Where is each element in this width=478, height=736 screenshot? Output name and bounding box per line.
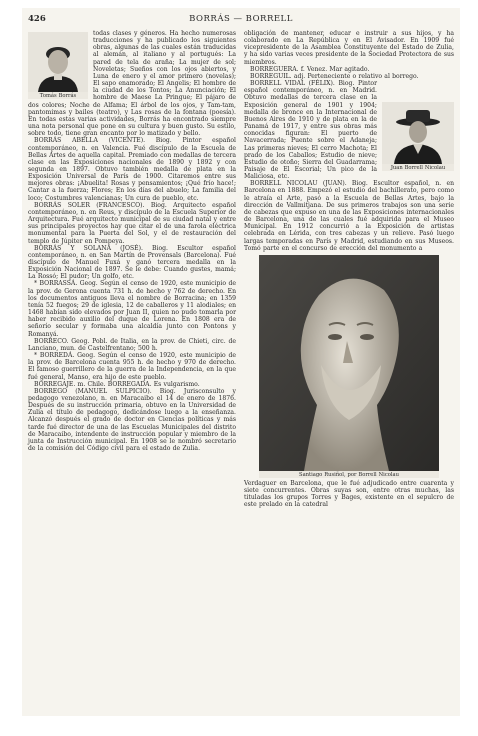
entry-borreguil: BORREGUIL. adj. Perteneciente o relativo al borrego. — [250, 72, 419, 80]
entry-borrego-continued: obligación de mantener, educar e instruir a sus hijos, y ha colaborado en La República y en El Avisador. En 1909 fué vicepresidente de la Asamblea Constituyente del Estado de Zulia, y ha sido varias veces presidente de la Sociedad Protectora de sus miembros. — [244, 30, 454, 66]
entry-borrego: BORREGO (MANUEL SULPICIO). Biog. Jurisconsulto y pedagogo venezolano, n. en Maracaibo el 14 de enero de 1876. Después de su instrucción primaria, obtuvo en la Universidad de Zulia el título de pedagogo, dedicándose luego a la enseñanza. Alcanzó después el grado de doctor en Ciencias políticas y más tarde fué director de una de las Escuelas Municipales del distrito de Maracaibo, intendente de instrucción popular y miembro de la junta de Instrucción municipal. En 1908 se le nombró secretario de la comisión del Código civil para el estado de Zulia. — [28, 387, 236, 453]
portrait-photo-icon — [28, 32, 88, 92]
running-head: BORRÁS — BORRELL — [189, 14, 293, 24]
right-column — [244, 30, 454, 508]
page-number: 426 — [28, 14, 46, 24]
right-portrait-caption: Juan Borrell Nicolau — [390, 165, 446, 172]
entry-borreguera: BORREGUERA. f. Venez. Mar agitado. — [250, 65, 370, 73]
entry-borras-soler: BORRÁS SOLER (FRANCESCO). Biog. Arquitecto español contemporáneo, n. en Reus, y discípulo de la Escuela Superior de Arquitectura. Fué arquitecto municipal de su ciudad natal y entre sus principales proyectos hay que citar el de una farola eléctrica monumental para la Puerta del Sol, y el de restauración del templo de Júpiter en Pompeya. — [28, 201, 236, 245]
entry-borregaje: BORREGAJE. m. Chile. BORREGADA. Es vulgarismo. — [34, 380, 200, 388]
portrait-photo-hat-icon — [382, 102, 454, 164]
entry-borras-continued: todas clases y géneros. Ha hecho numerosas traducciones y ha publicado los siguientes obras, algunas de las cuales están traducidas al alemán, al italiano y al portugués: La pared de tela de araña; La mujer de sol; Noveletas; Sueños con los ojos abiertos, y Luna de enero y el amor primero (novelas); El sapo enamorado; El Angelis; El hombre de la ciudad de los Tontos; La Anunciación; El hombre de Maese La Pringue; El pájaro de dos colores; Noche de Alfama; El árbol de los ojos, y Tam-tam, pantomimas y bailes (teatro), y Las rosas de la fontana (poesía). En todas estas varias actividades, Borrás ha encontrado siempre una nota personal que pone en su cultura y buen gusto. Su estilo, sobre todo, tiene gran encanto por lo matizado y bello. — [28, 30, 236, 138]
dictionary-page — [22, 8, 460, 716]
right-portrait-figure — [382, 102, 454, 171]
sculpture-bust-photo-icon — [259, 255, 439, 471]
left-column — [28, 30, 236, 452]
sculpture-figure — [259, 255, 439, 478]
entry-borrassa: * BORRASSÁ. Geog. Según el censo de 1920, este municipio de la prov. de Gerona cuenta 731 h. de hecho y 762 de derecho. En los documentos antiguos lleva el nombre de Borracina; en 1359 tenía 52 fuegos; 29 de iglesia, 12 de caballeros y 11 alodiales; en 1468 habían sido elevados por Juan II, quien no pudo tomarla por haber recibido auxilio del duque de Lorena. En 1808 era de señorío secular y formaba una alcaldía junto con Pontons y Romanyá. — [28, 280, 236, 338]
left-portrait-caption: Tomás Borrás — [39, 93, 77, 99]
left-portrait-figure — [28, 32, 88, 99]
entry-borrell-nicolau: BORRELL NICOLAU (JUAN). Biog. Escultor español, n. en Barcelona en 1888. Empezó el estudio del bachillerato, pero como le atraía el Arte, pasó a la Escuela de Bellas Artes, bajo la dirección de Vallmitjana. De sus primeros trabajos son una serie de cabezas que expuso en una de las Exposiciones internacionales de Barcelona, una de las cuales fué adquirida para el Museo Municipal. En 1912 concurrió a la Exposición de artistas celebrada en Lérida, con tres cabezas y un relieve. Pasó luego largas temporadas en París y Madrid, estudiando en sus Museos. Tomó parte en el concurso de erección del monumento a — [244, 180, 454, 252]
sculpture-caption: Santiago Rusiñol, por Borrell Nicolau — [299, 471, 399, 478]
entry-borras-abella: BORRÁS ABELLA (VICENTE). Biog. Pintor español contemporáneo, n. en Valencia. Fué discípulo de la Escuela de Bellas Artes de aquella capital. Premiado con medallas de tercera clase en las Exposiciones nacionales de 1890 y 1892 y con segunda en 1897. Obtuvo también medalla de plata en la Exposición Universal de París de 1900. Citaremos entre sus mejores obras: ¡Abuelita! Rosas y pensamientos; ¡Qué frío hace!; Cantar a la fuerza; Flores; En los días del abuelo; La familia del loco; Costumbres valencianas; Un cura de pueblo, etc. — [28, 137, 236, 202]
entry-borrell-vidal: BORRELL VIDAL (FÉLIX). Biog. Pintor español contemporáneo, n. en Madrid. Obtuvo medallas de tercera clase en la Exposición general de 1901 y 1904; medalla de bronce en la Internacional de Buenos Aires de 1910 y de plata en la de Panamá de 1917, y entre sus obras más conocidas figuran: El puerto de Navacerrada; Puente sobre el Adaneja; Las primeras nieves; El cerro Machota; El prado de los Caballos; Estudio de nieve; Estudio de otoño; Sierra del Guadarrama; Paisaje de El Escorial; Un pico de la Maliciosa, etc. — [244, 80, 377, 181]
entry-borreda: * BORREDÁ. Geog. Según el censo de 1920, este municipio de la prov. de Barcelona cuenta 955 h. de hecho y 970 de derecho. El famoso guerrillero de la guerra de la Independencia, en la que fué general, Manso, era hijo de este pueblo. — [28, 352, 236, 381]
entry-borrell-nicolau-continued: Verdaguer en Barcelona, que le fué adjudicado entre cuarenta y siete concurrentes. Obras suyas son, entre otras muchas, las tituladas los grupos Torres y Bages, existente en el sepulcro de este prelado en la catedral — [244, 479, 454, 509]
entry-borreco: BORRECO. Geog. Pobl. de Italia, en la prov. de Chieti, circ. de Lanciano, mun. de Castelfrentano; 500 h. — [28, 337, 236, 352]
page-header — [28, 14, 454, 26]
entry-borras-solana: BORRÁS Y SOLANA (JOSÉ). Biog. Escultor español contemporáneo, n. en San Martín de Provensals (Barcelona). Fué discípulo de Manuel Fuxá y ganó tercera medalla en la Exposición Nacional de 1897. Se le debe: Cuando gustes, mamá; La Rossó; El pudor; Un golfo, etc. — [28, 244, 236, 281]
